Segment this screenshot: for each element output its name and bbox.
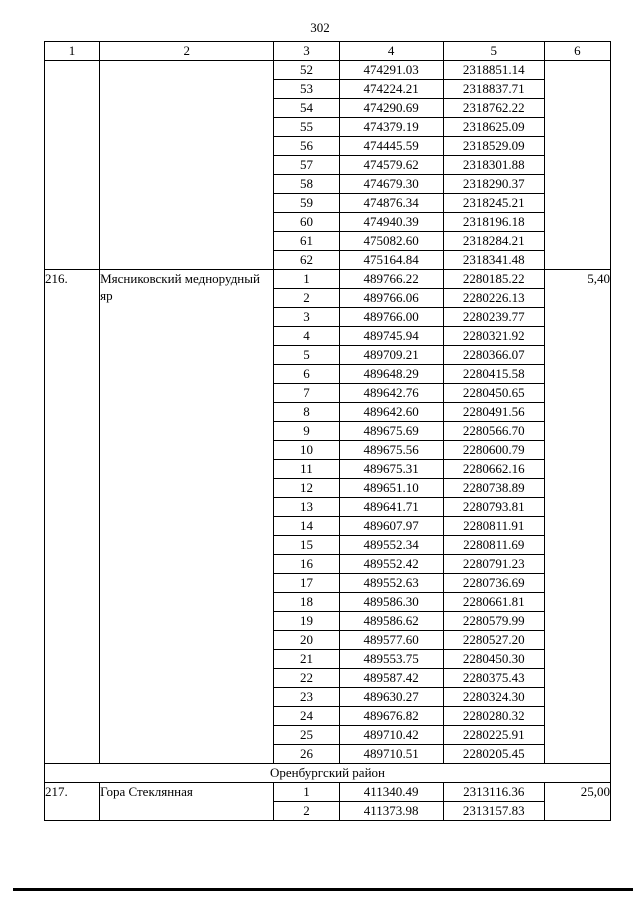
coordinate-y-cell: 2280491.56 <box>443 403 544 422</box>
coordinate-x-cell: 411340.49 <box>339 783 443 802</box>
coordinate-x-cell: 489766.06 <box>339 289 443 308</box>
coordinate-y-cell: 2280415.58 <box>443 365 544 384</box>
coordinate-y-cell: 2280366.07 <box>443 346 544 365</box>
point-number-cell: 52 <box>274 61 339 80</box>
point-number-cell: 20 <box>274 631 339 650</box>
point-number-cell: 26 <box>274 745 339 764</box>
point-number-cell: 58 <box>274 175 339 194</box>
object-name-cell: Мясниковский меднорудный яр <box>100 270 274 764</box>
coordinate-x-cell: 489630.27 <box>339 688 443 707</box>
coordinate-y-cell: 2318625.09 <box>443 118 544 137</box>
header-row <box>45 42 611 61</box>
coordinate-x-cell: 411373.98 <box>339 802 443 821</box>
coordinate-x-cell: 474379.19 <box>339 118 443 137</box>
object-name-cell: Гора Стеклянная <box>100 783 274 821</box>
coordinate-x-cell: 489552.34 <box>339 536 443 555</box>
coordinate-y-cell: 2280811.69 <box>443 536 544 555</box>
coordinate-x-cell: 489651.10 <box>339 479 443 498</box>
coordinate-y-cell: 2280375.43 <box>443 669 544 688</box>
coordinate-y-cell: 2280450.65 <box>443 384 544 403</box>
point-number-cell: 57 <box>274 156 339 175</box>
point-number-cell: 19 <box>274 612 339 631</box>
point-number-cell: 6 <box>274 365 339 384</box>
point-number-cell: 15 <box>274 536 339 555</box>
header-cell: 4 <box>339 42 443 61</box>
area-cell: 25,00 <box>544 783 610 821</box>
point-number-cell: 61 <box>274 232 339 251</box>
point-number-cell: 62 <box>274 251 339 270</box>
coordinate-y-cell: 2280280.32 <box>443 707 544 726</box>
point-number-cell: 4 <box>274 327 339 346</box>
coordinate-y-cell: 2280738.89 <box>443 479 544 498</box>
coordinate-x-cell: 489675.31 <box>339 460 443 479</box>
coordinate-x-cell: 489553.75 <box>339 650 443 669</box>
coordinate-x-cell: 489710.51 <box>339 745 443 764</box>
coordinate-y-cell: 2280239.77 <box>443 308 544 327</box>
point-number-cell: 55 <box>274 118 339 137</box>
point-number-cell: 14 <box>274 517 339 536</box>
coordinate-y-cell: 2280185.22 <box>443 270 544 289</box>
coordinate-y-cell: 2318301.88 <box>443 156 544 175</box>
object-number-cell <box>45 61 100 270</box>
coordinate-y-cell: 2280566.70 <box>443 422 544 441</box>
point-number-cell: 60 <box>274 213 339 232</box>
coordinate-x-cell: 489709.21 <box>339 346 443 365</box>
coordinate-x-cell: 474291.03 <box>339 61 443 80</box>
point-number-cell: 18 <box>274 593 339 612</box>
area-cell: 5,40 <box>544 270 610 764</box>
header-cell: 2 <box>100 42 274 61</box>
point-number-cell: 59 <box>274 194 339 213</box>
area-cell <box>544 61 610 270</box>
table-row <box>45 61 611 80</box>
point-number-cell: 16 <box>274 555 339 574</box>
coordinate-x-cell: 474445.59 <box>339 137 443 156</box>
point-number-cell: 9 <box>274 422 339 441</box>
coordinate-y-cell: 2318290.37 <box>443 175 544 194</box>
coordinate-y-cell: 2318529.09 <box>443 137 544 156</box>
coordinate-x-cell: 474876.34 <box>339 194 443 213</box>
table-row <box>45 783 611 802</box>
coordinate-y-cell: 2318762.22 <box>443 99 544 118</box>
coordinate-y-cell: 2280661.81 <box>443 593 544 612</box>
coordinate-x-cell: 489676.82 <box>339 707 443 726</box>
district-label: Оренбургский район <box>45 764 611 783</box>
coordinate-y-cell: 2280450.30 <box>443 650 544 669</box>
header-cell: 5 <box>443 42 544 61</box>
coordinate-x-cell: 489552.63 <box>339 574 443 593</box>
coordinate-x-cell: 489675.56 <box>339 441 443 460</box>
object-number-cell: 216. <box>45 270 100 764</box>
point-number-cell: 23 <box>274 688 339 707</box>
point-number-cell: 8 <box>274 403 339 422</box>
coordinate-y-cell: 2313116.36 <box>443 783 544 802</box>
coordinate-y-cell: 2280226.13 <box>443 289 544 308</box>
header-cell: 1 <box>45 42 100 61</box>
coordinate-x-cell: 489586.62 <box>339 612 443 631</box>
coordinate-y-cell: 2313157.83 <box>443 802 544 821</box>
coordinate-y-cell: 2318284.21 <box>443 232 544 251</box>
page-number: 302 <box>310 20 330 35</box>
coordinate-x-cell: 489552.42 <box>339 555 443 574</box>
coordinate-y-cell: 2280205.45 <box>443 745 544 764</box>
district-row <box>45 764 611 783</box>
coordinate-x-cell: 474579.62 <box>339 156 443 175</box>
coordinate-x-cell: 489745.94 <box>339 327 443 346</box>
coordinate-x-cell: 475164.84 <box>339 251 443 270</box>
header-cell: 6 <box>544 42 610 61</box>
point-number-cell: 54 <box>274 99 339 118</box>
coordinate-y-cell: 2318837.71 <box>443 80 544 99</box>
coordinate-x-cell: 475082.60 <box>339 232 443 251</box>
coordinate-y-cell: 2280527.20 <box>443 631 544 650</box>
point-number-cell: 22 <box>274 669 339 688</box>
point-number-cell: 24 <box>274 707 339 726</box>
coordinate-x-cell: 474679.30 <box>339 175 443 194</box>
coordinate-x-cell: 489641.71 <box>339 498 443 517</box>
coordinate-y-cell: 2280225.91 <box>443 726 544 745</box>
coordinate-y-cell: 2318341.48 <box>443 251 544 270</box>
point-number-cell: 10 <box>274 441 339 460</box>
point-number-cell: 11 <box>274 460 339 479</box>
object-name-cell <box>100 61 274 270</box>
point-number-cell: 3 <box>274 308 339 327</box>
coordinate-y-cell: 2280811.91 <box>443 517 544 536</box>
point-number-cell: 13 <box>274 498 339 517</box>
coordinate-x-cell: 489587.42 <box>339 669 443 688</box>
coordinate-x-cell: 489577.60 <box>339 631 443 650</box>
point-number-cell: 56 <box>274 137 339 156</box>
point-number-cell: 21 <box>274 650 339 669</box>
coordinate-x-cell: 474290.69 <box>339 99 443 118</box>
header-cell: 3 <box>274 42 339 61</box>
coordinate-y-cell: 2280736.69 <box>443 574 544 593</box>
coordinate-y-cell: 2280791.23 <box>443 555 544 574</box>
coordinate-x-cell: 489642.76 <box>339 384 443 403</box>
point-number-cell: 12 <box>274 479 339 498</box>
coordinate-y-cell: 2318245.21 <box>443 194 544 213</box>
point-number-cell: 17 <box>274 574 339 593</box>
coordinate-x-cell: 489586.30 <box>339 593 443 612</box>
point-number-cell: 1 <box>274 270 339 289</box>
bottom-rule <box>13 888 633 891</box>
point-number-cell: 7 <box>274 384 339 403</box>
object-number-cell: 217. <box>45 783 100 821</box>
coordinate-y-cell: 2280321.92 <box>443 327 544 346</box>
coordinates-table <box>44 41 611 821</box>
coordinate-x-cell: 489607.97 <box>339 517 443 536</box>
table-row <box>45 270 611 289</box>
coordinate-y-cell: 2280662.16 <box>443 460 544 479</box>
coordinate-y-cell: 2318196.18 <box>443 213 544 232</box>
point-number-cell: 2 <box>274 802 339 821</box>
coordinate-x-cell: 474940.39 <box>339 213 443 232</box>
point-number-cell: 5 <box>274 346 339 365</box>
point-number-cell: 2 <box>274 289 339 308</box>
point-number-cell: 1 <box>274 783 339 802</box>
coordinate-x-cell: 474224.21 <box>339 80 443 99</box>
coordinate-x-cell: 489710.42 <box>339 726 443 745</box>
point-number-cell: 25 <box>274 726 339 745</box>
coordinate-y-cell: 2318851.14 <box>443 61 544 80</box>
coordinate-y-cell: 2280579.99 <box>443 612 544 631</box>
coordinate-x-cell: 489648.29 <box>339 365 443 384</box>
coordinate-y-cell: 2280793.81 <box>443 498 544 517</box>
coordinate-y-cell: 2280324.30 <box>443 688 544 707</box>
coordinate-x-cell: 489766.22 <box>339 270 443 289</box>
coordinate-x-cell: 489642.60 <box>339 403 443 422</box>
coordinate-y-cell: 2280600.79 <box>443 441 544 460</box>
coordinate-x-cell: 489766.00 <box>339 308 443 327</box>
point-number-cell: 53 <box>274 80 339 99</box>
coordinate-x-cell: 489675.69 <box>339 422 443 441</box>
